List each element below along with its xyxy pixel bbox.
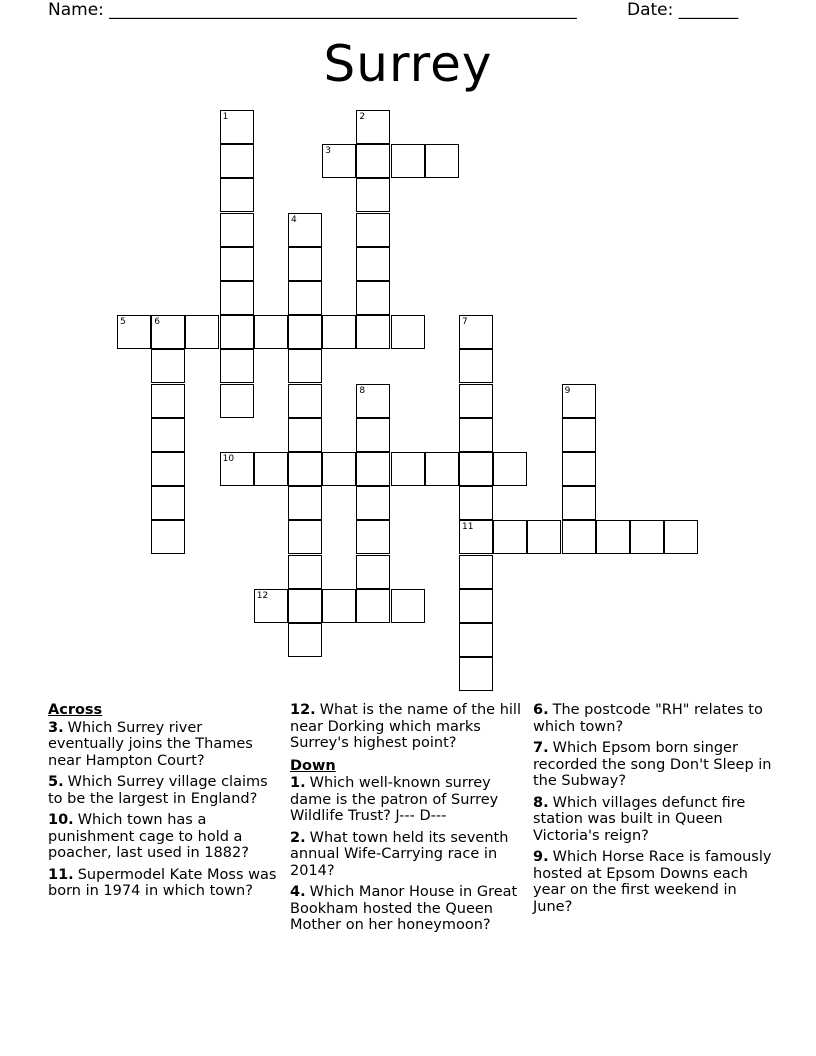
clue-number: 5 — [120, 317, 126, 328]
grid-cell[interactable] — [288, 281, 322, 315]
grid-cell[interactable] — [562, 384, 596, 418]
grid-cell[interactable] — [151, 452, 185, 486]
grid-cell[interactable] — [254, 589, 288, 623]
grid-cell[interactable] — [220, 247, 254, 281]
across-heading: Across — [48, 702, 103, 718]
grid-cell[interactable] — [356, 452, 390, 486]
grid-cell[interactable] — [596, 520, 630, 554]
grid-cell[interactable] — [391, 452, 425, 486]
grid-cell[interactable] — [288, 486, 322, 520]
grid-cell[interactable] — [288, 349, 322, 383]
grid-cell[interactable] — [220, 315, 254, 349]
grid-cell[interactable] — [220, 452, 254, 486]
grid-cell[interactable] — [288, 555, 322, 589]
clue-down-8: 8. Which villages defunct fire station was built in Queen Victoria's reign? — [533, 794, 746, 844]
grid-cell[interactable] — [459, 315, 493, 349]
grid-cell[interactable] — [356, 520, 390, 554]
grid-cell[interactable] — [151, 315, 185, 349]
grid-cell[interactable] — [288, 520, 322, 554]
grid-cell[interactable] — [254, 315, 288, 349]
grid-cell[interactable] — [356, 486, 390, 520]
grid-cell[interactable] — [493, 452, 527, 486]
grid-cell[interactable] — [288, 247, 322, 281]
grid-cell[interactable] — [356, 213, 390, 247]
clue-down-6: 6. The postcode "RH" relates to which town? — [533, 702, 763, 735]
grid-cell[interactable] — [391, 315, 425, 349]
clue-number: 9 — [564, 385, 571, 396]
clue-across-10: 10. Which town has a punishment cage to hold a poacher, last used in 1882? — [48, 812, 249, 861]
grid-cell[interactable] — [425, 144, 459, 178]
grid-cell[interactable] — [459, 418, 493, 452]
clue-number: 1 — [222, 112, 229, 122]
grid-cell[interactable] — [288, 384, 322, 418]
grid-cell[interactable] — [322, 315, 356, 349]
grid-cell[interactable] — [356, 178, 390, 212]
clue-down-1: 1. Which well-known surrey dame is the patron of Surrey Wildlife Trust? J--- D--- — [290, 775, 499, 824]
grid-cell[interactable] — [425, 452, 459, 486]
grid-cell[interactable] — [459, 623, 493, 657]
grid-cell[interactable] — [151, 349, 185, 383]
grid-cell[interactable] — [356, 110, 390, 144]
grid-cell[interactable] — [288, 623, 322, 657]
grid-cell[interactable] — [562, 452, 596, 486]
clue-number: 11 — [462, 522, 474, 533]
grid-cell[interactable] — [664, 520, 698, 554]
grid-cell[interactable] — [220, 384, 254, 418]
grid-cell[interactable] — [459, 520, 493, 554]
clue-across-11: 11. Supermodel Kate Moss was born in 1974 in which town? — [48, 866, 277, 899]
grid-cell[interactable] — [356, 281, 390, 315]
down-heading: Down — [290, 757, 336, 774]
grid-cell[interactable] — [220, 213, 254, 247]
grid-cell[interactable] — [459, 452, 493, 486]
grid-cell[interactable] — [220, 178, 254, 212]
grid-cell[interactable] — [151, 418, 185, 452]
grid-cell[interactable] — [356, 384, 390, 418]
grid-cell[interactable] — [459, 486, 493, 520]
grid-cell[interactable] — [459, 349, 493, 383]
clue-number: 8 — [359, 385, 366, 396]
grid-cell[interactable] — [151, 384, 185, 418]
clue-number: 3 — [325, 146, 331, 157]
grid-cell[interactable] — [493, 520, 527, 554]
grid-cell[interactable] — [459, 657, 493, 691]
clue-down-4: 4. Which Manor House in Great Bookham hosted the Queen Mother on her honeymoon? — [290, 884, 518, 933]
date-field[interactable]: Date: _______ — [627, 0, 739, 20]
page-title: Surrey — [323, 35, 493, 93]
grid-cell[interactable] — [220, 144, 254, 178]
grid-cell[interactable] — [356, 418, 390, 452]
clue-across-5: 5. Which Surrey village claims to be the largest in England? — [48, 774, 268, 807]
clue-down-9: 9. Which Horse Race is famously hosted at Epsom Downs each year on the first weekend in June? — [533, 849, 772, 915]
grid-cell[interactable] — [391, 589, 425, 623]
clue-number: 10 — [222, 454, 235, 464]
clue-down-2: 2. What town held its seventh annual Wife-Carrying race in 2014? — [290, 829, 509, 879]
clue-number: 6 — [154, 317, 160, 328]
grid-cell[interactable] — [459, 555, 493, 589]
clue-number: 7 — [462, 317, 468, 328]
grid-cell[interactable] — [527, 520, 561, 554]
grid-cell[interactable] — [288, 452, 322, 486]
grid-cell[interactable] — [356, 589, 390, 623]
grid-cell[interactable] — [322, 452, 356, 486]
clues-column-2 — [290, 702, 522, 939]
clue-across-3: 3. Which Surrey river eventually joins the Thames near Hampton Court? — [48, 719, 253, 769]
grid-cell[interactable] — [356, 315, 390, 349]
grid-cell[interactable] — [391, 144, 425, 178]
grid-cell[interactable] — [151, 520, 185, 554]
grid-cell[interactable] — [288, 315, 322, 349]
clue-number: 4 — [291, 214, 297, 225]
clue-down-7: 7. Which Epsom born singer recorded the song Don't Sleep in the Subway? — [533, 740, 772, 789]
grid-cell[interactable] — [288, 589, 322, 623]
grid-cell[interactable] — [220, 281, 254, 315]
grid-cell[interactable] — [562, 520, 596, 554]
grid-cell[interactable] — [288, 213, 322, 247]
grid-cell[interactable] — [356, 555, 390, 589]
grid-cell[interactable] — [356, 144, 390, 178]
grid-cell[interactable] — [562, 418, 596, 452]
clues-column-3 — [533, 702, 773, 920]
name-field[interactable]: Name: _______________________________________________________ — [48, 0, 577, 20]
grid-cell[interactable] — [185, 315, 219, 349]
grid-cell[interactable] — [288, 418, 322, 452]
grid-cell[interactable] — [562, 486, 596, 520]
grid-cell[interactable] — [322, 144, 356, 178]
grid-cell[interactable] — [459, 384, 493, 418]
grid-cell[interactable] — [459, 589, 493, 623]
grid-cell[interactable] — [254, 452, 288, 486]
clues-column-1 — [48, 702, 278, 905]
grid-cell[interactable] — [630, 520, 664, 554]
grid-cell[interactable] — [322, 589, 356, 623]
clue-across-12: 12. What is the name of the hill near Dorking which marks Surrey's highest point? — [290, 702, 521, 751]
clue-number: 2 — [359, 112, 366, 122]
clue-number: 12 — [256, 590, 269, 601]
grid-cell[interactable] — [220, 110, 254, 144]
grid-cell[interactable] — [220, 349, 254, 383]
grid-cell[interactable] — [356, 247, 390, 281]
grid-cell[interactable] — [151, 486, 185, 520]
grid-cell[interactable] — [117, 315, 151, 349]
